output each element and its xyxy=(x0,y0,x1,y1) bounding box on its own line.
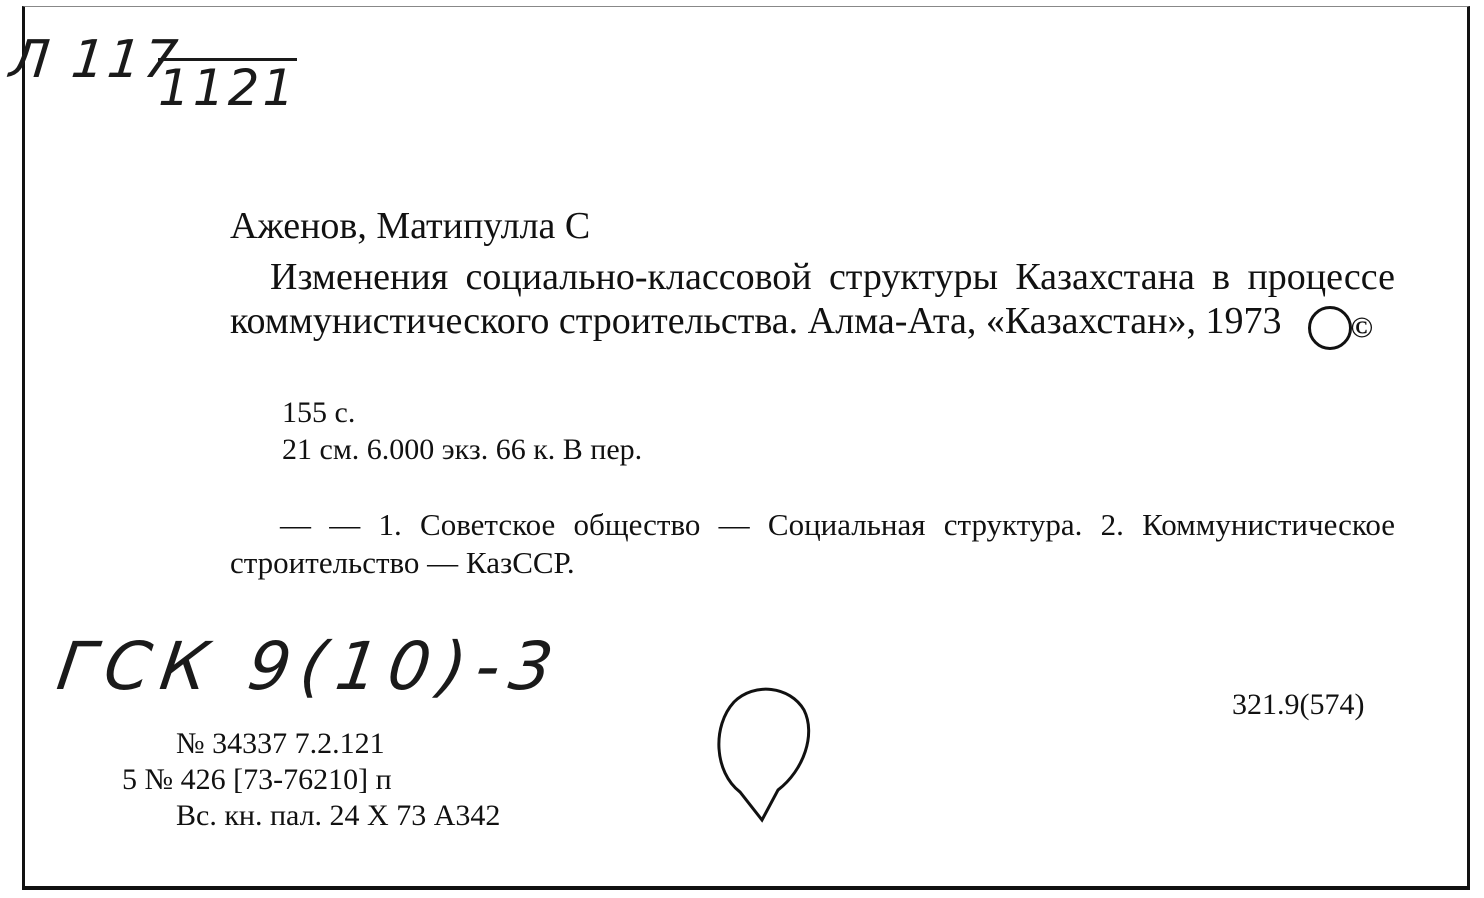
format-line: 21 см. 6.000 экз. 66 к. В пер. xyxy=(282,433,643,466)
card-number-line-1: № 34337 7.2.121 xyxy=(176,727,385,760)
card-number-line-2: 5 № 426 [73-76210] п xyxy=(122,763,392,796)
udc-code: 321.9(574) xyxy=(1232,688,1365,721)
title-text: Изменения социально-классовой структуры Казахстана в процессе коммунистического строительства. Алма-Ата, «Казахстан», 1973 xyxy=(230,256,1395,342)
pages-count: 155 с. xyxy=(282,396,356,429)
author-heading: Аженов, Матипулла С xyxy=(230,205,591,247)
handwritten-classification: ГСК 9(10)-3 xyxy=(52,628,568,705)
handwritten-call-number-left: Л 117 xyxy=(6,30,184,90)
card-number-line-3: Вс. кн. пал. 24 X 73 А342 xyxy=(176,799,501,832)
handwritten-call-number-right: 1121 xyxy=(158,59,298,117)
copyright-icon: © xyxy=(1308,306,1352,350)
title-description xyxy=(230,255,1395,350)
card-number-block xyxy=(122,726,500,834)
subject-headings: — — 1. Советское общество — Социальная структура. 2. Коммунистическое строительство — КазССР. xyxy=(230,507,1395,580)
balloon-mark-icon xyxy=(712,684,822,834)
